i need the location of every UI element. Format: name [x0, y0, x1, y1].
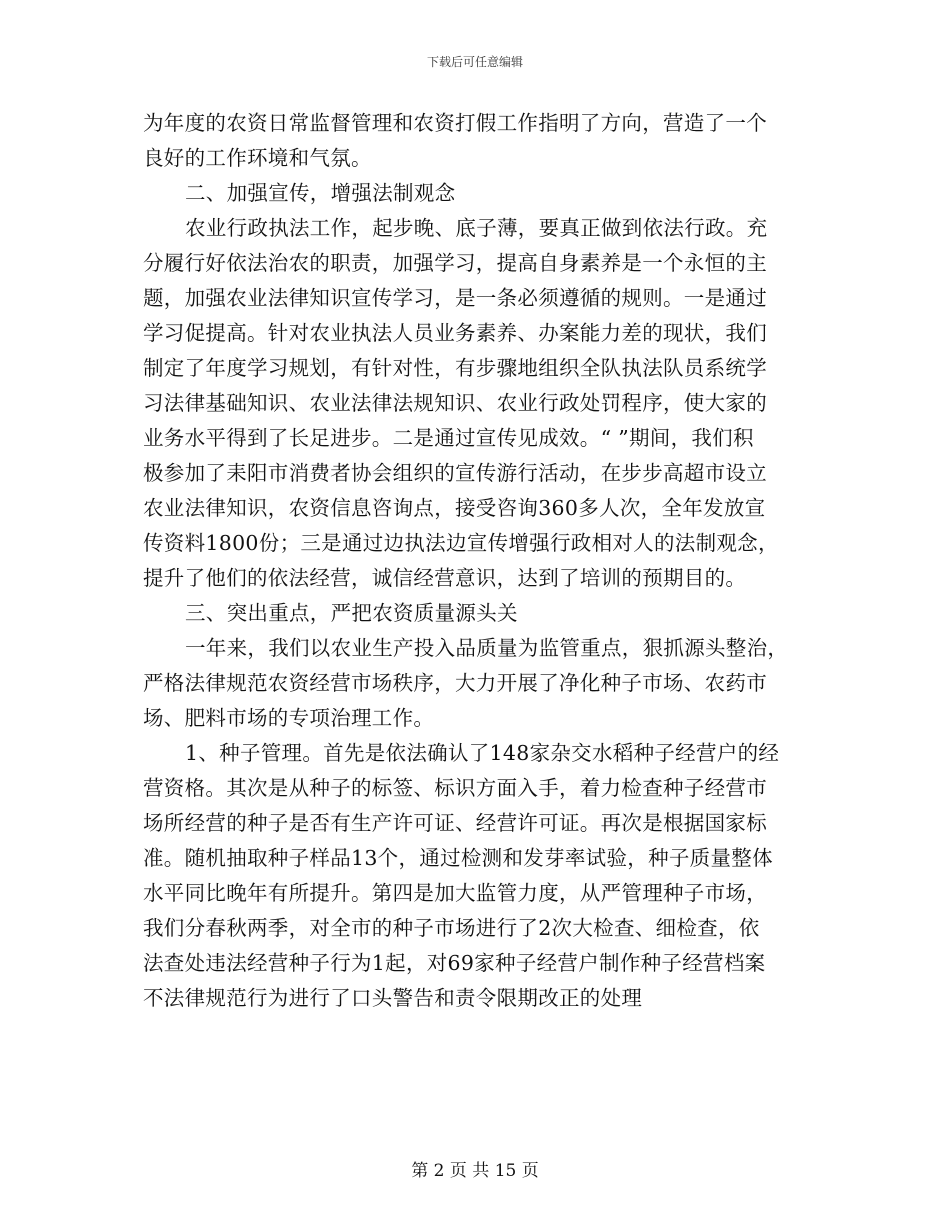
text-line: 极参加了耒阳市消费者协会组织的宣传游行活动，在步步高超市设立 [143, 461, 767, 485]
text-line: 提升了他们的依法经营，诚信经营意识，达到了培训的预期目的。 [143, 566, 747, 590]
section-heading: 三、突出重点，严把农资质量源头关 [185, 601, 518, 625]
text-line: 习法律基础知识、农业法律法规知识、农业行政处罚程序，使大家的 [143, 391, 767, 415]
text-line: 分履行好依法治农的职责，加强学习，提高自身素养是一个永恒的主 [143, 251, 767, 275]
text-line: 严格法律规范农资经营市场秩序，大力开展了净化种子市场、农药市 [143, 671, 767, 695]
page-header: 下载后可任意编辑 [426, 55, 523, 69]
text-line: 学习促提高。针对农业执法人员业务素养、办案能力差的现状，我们 [143, 321, 767, 345]
text-line: 场所经营的种子是否有生产许可证、经营许可证。再次是根据国家标 [143, 811, 767, 835]
document-body [143, 106, 808, 1016]
text-line: 业务水平得到了长足进步。二是通过宣传见成效。“ ”期间，我们积 [143, 426, 754, 450]
text-line: 制定了年度学习规划，有针对性，有步骤地组织全队执法队员系统学 [143, 356, 767, 380]
text-line: 法查处违法经营种子行为1起，对69家种子经营户制作种子经营档案 [143, 951, 766, 975]
text-line: 农业行政执法工作，起步晚、底子薄，要真正做到依法行政。充 [185, 216, 768, 240]
page-footer: 第 2 页 共 15 页 [411, 1161, 539, 1181]
text-line: 传资料1800份；三是通过边执法边宣传增强行政相对人的法制观念， [143, 531, 779, 555]
text-line: 我们分春秋两季，对全市的种子市场进行了2次大检查、细检查，依 [143, 916, 760, 940]
section-heading: 二、加强宣传，增强法制观念 [185, 181, 456, 205]
text-line: 良好的工作环境和气氛。 [143, 146, 372, 170]
text-line: 不法律规范行为进行了口头警告和责令限期改正的处理 [143, 986, 643, 1010]
text-line: 农业法律知识，农资信息咨询点，接受咨询360多人次，全年发放宣 [143, 496, 766, 520]
text-line: 场、肥料市场的专项治理工作。 [143, 706, 435, 730]
text-line: 营资格。其次是从种子的标签、标识方面入手，着力检查种子经营市 [143, 776, 767, 800]
text-line: 一年来，我们以农业生产投入品质量为监管重点，狠抓源头整治， [185, 636, 789, 660]
text-line: 准。随机抽取种子样品13个，通过检测和发芽率试验，种子质量整体 [143, 846, 773, 870]
text-line: 为年度的农资日常监督管理和农资打假工作指明了方向，营造了一个 [143, 111, 767, 135]
text-line: 1、种子管理。首先是依法确认了148家杂交水稻种子经营户的经 [185, 741, 780, 765]
text-line: 水平同比晚年有所提升。第四是加大监管力度，从严管理种子市场， [143, 881, 767, 905]
text-line: 题，加强农业法律知识宣传学习，是一条必须遵循的规则。一是通过 [143, 286, 767, 310]
